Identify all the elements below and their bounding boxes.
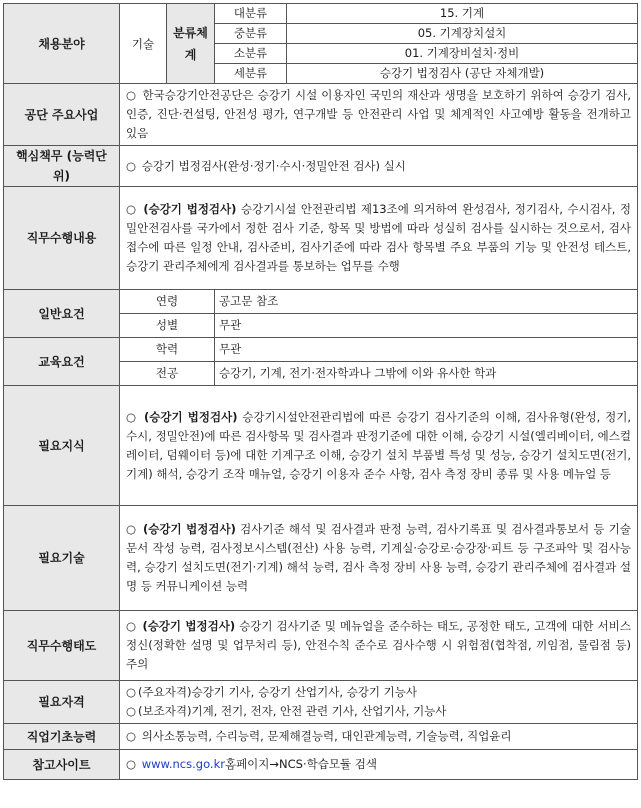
middle-category-label: 중분류: [215, 24, 287, 44]
business-text: 한국승강기안전공단은 승강기 시설 이용자인 국민의 재산과 생명을 보호하기 위하여 승강기 검사, 인증, 진단·컨설팅, 안전성 평가, 연구개발 등 안전관리 사업 및 체계적인 사고예방 활동을 전개하고 있음: [126, 88, 631, 140]
detail-category-label: 세분류: [215, 64, 287, 84]
reference-content: [120, 750, 638, 780]
business-content: [120, 84, 638, 146]
reference-label: 참고사이트: [4, 750, 120, 780]
attitude-prefix: (승강기 법정검사): [142, 619, 236, 633]
basic-ability-content: [120, 724, 638, 750]
job-content-content: [120, 187, 638, 290]
core-duty-content: [120, 146, 638, 187]
ncs-link[interactable]: www.ncs.go.kr: [141, 757, 225, 771]
bullet-icon: ○: [126, 202, 137, 216]
degree-value: 무관: [215, 338, 638, 362]
job-description-table: [3, 3, 638, 780]
core-duty-text: 승강기 법정검사(완성·정기·수시·정밀안전 검사) 실시: [141, 158, 406, 173]
bullet-icon: ○: [126, 409, 138, 424]
age-label: 연령: [120, 290, 215, 314]
bullet-icon: ○: [126, 88, 137, 102]
qualification-line: [126, 683, 631, 702]
bullet-icon: ○: [126, 685, 137, 699]
tech-header: 기술: [120, 4, 167, 84]
system-header: 분류체계: [167, 4, 215, 84]
qualification-content: [120, 681, 638, 724]
minor-category-label: 소분류: [215, 44, 287, 64]
knowledge-text: 승강기시설안전관리법에 따른 승강기 검사기준의 이해, 검사유형(완성, 정기, 수시, 정밀안전)에 따른 검사항목 및 검사결과 판정기준에 대한 이해, 승강기 시설(엘리베이터, 에스컬레이터, 덤웨이터 등)에 대한 기계구조 이해, 승강기 설치 부품별 특성 및 성능, 승강기 설치도면(전기, 기계) 해석, 승강기 조작 매뉴얼, 승강기 이용자 준수 사항, 검사 측정 장비 종류 및 사용 메뉴얼 등: [126, 409, 632, 481]
education-label: 교육요건: [4, 338, 120, 386]
recruit-field-label: 채용분야: [4, 4, 120, 84]
job-content-text: 승강기시설 안전관리법 제13조에 의거하여 완성검사, 정기검사, 수시검사, 정밀안전검사를 국가에서 정한 검사 기준, 항목 및 방법에 따라 성실히 검사를 실시하는 것으로서, 검사 접수에 따른 일정 안내, 검사준비, 검사기준에 따라 검사 항목별 주요 부품의 기능 및 안전성 테스트, 승강기 관리주체에게 검사결과를 통보하는 업무를 수행: [126, 202, 631, 273]
gender-value: 무관: [215, 314, 638, 338]
qualification-label: 필요자격: [4, 681, 120, 724]
bullet-icon: ○: [126, 704, 137, 718]
minor-category-value: 01. 기계장비설치·정비: [287, 44, 638, 64]
basic-ability-text: 의사소통능력, 수리능력, 문제해결능력, 대인관계능력, 기술능력, 직업윤리: [141, 729, 512, 743]
bullet-icon: ○: [126, 757, 137, 771]
age-value: 공고문 참조: [215, 290, 638, 314]
skills-text: 검사기준 해석 및 검사결과 판정 능력, 검사기록표 및 검사결과통보서 등 기술문서 작성 능력, 검사정보시스템(전산) 사용 능력, 기계실·승강로·승강장·피트 등 구조파악 및 검사능력, 승강기 설치도면(전기·기계) 해석 능력, 검사 측정 장비 사용 능력, 승강기 관리주체에 검사결과 설명 등 커뮤니케이션 능력: [126, 522, 632, 593]
degree-label: 학력: [120, 338, 215, 362]
skills-prefix: (승강기 법정검사): [142, 522, 236, 536]
gender-label: 성별: [120, 314, 215, 338]
qualification-line: [126, 702, 631, 721]
attitude-content: [120, 611, 638, 681]
general-label: 일반요건: [4, 290, 120, 338]
skills-label: 필요기술: [4, 506, 120, 611]
bullet-icon: ○: [126, 619, 137, 633]
middle-category-value: 05. 기계장치설치: [287, 24, 638, 44]
bullet-icon: ○: [126, 158, 137, 173]
reference-text: 홈페이지→NCS·학습모듈 검색: [224, 757, 377, 771]
core-duty-label: 핵심책무 (능력단위): [4, 146, 120, 187]
knowledge-label: 필요지식: [4, 386, 120, 506]
major-value: 승강기, 기계, 전기·전자학과나 그밖에 이와 유사한 학과: [215, 362, 638, 386]
major-category-label: 대분류: [215, 4, 287, 24]
job-content-prefix: (승강기 법정검사): [143, 202, 237, 216]
bullet-icon: ○: [126, 522, 137, 536]
knowledge-content: [120, 386, 638, 506]
ncs-job-description: [3, 3, 637, 803]
job-content-label: 직무수행내용: [4, 187, 120, 290]
major-category-value: 15. 기계: [287, 4, 638, 24]
business-label: 공단 주요사업: [4, 84, 120, 146]
attitude-text: 승강기 검사기준 및 메뉴얼을 준수하는 태도, 공정한 태도, 고객에 대한 서비스 정신(정확한 설명 및 업무처리 등), 안전수칙 준수로 검사수행 시 위험점(협착점, 끼임점, 물림점 등) 주의: [126, 619, 632, 671]
major-label: 전공: [120, 362, 215, 386]
detail-category-value: 승강기 법정검사 (공단 자체개발): [287, 64, 638, 84]
qualification-main: (주요자격)승강기 기사, 승강기 산업기사, 승강기 기능사: [138, 685, 418, 699]
knowledge-prefix: (승강기 법정검사): [144, 409, 238, 424]
skills-content: [120, 506, 638, 611]
attitude-label: 직무수행태도: [4, 611, 120, 681]
bullet-icon: ○: [126, 729, 137, 743]
basic-ability-label: 직업기초능력: [4, 724, 120, 750]
qualification-sub: (보조자격)기계, 전기, 전자, 안전 관련 기사, 산업기사, 기능사: [138, 704, 447, 718]
